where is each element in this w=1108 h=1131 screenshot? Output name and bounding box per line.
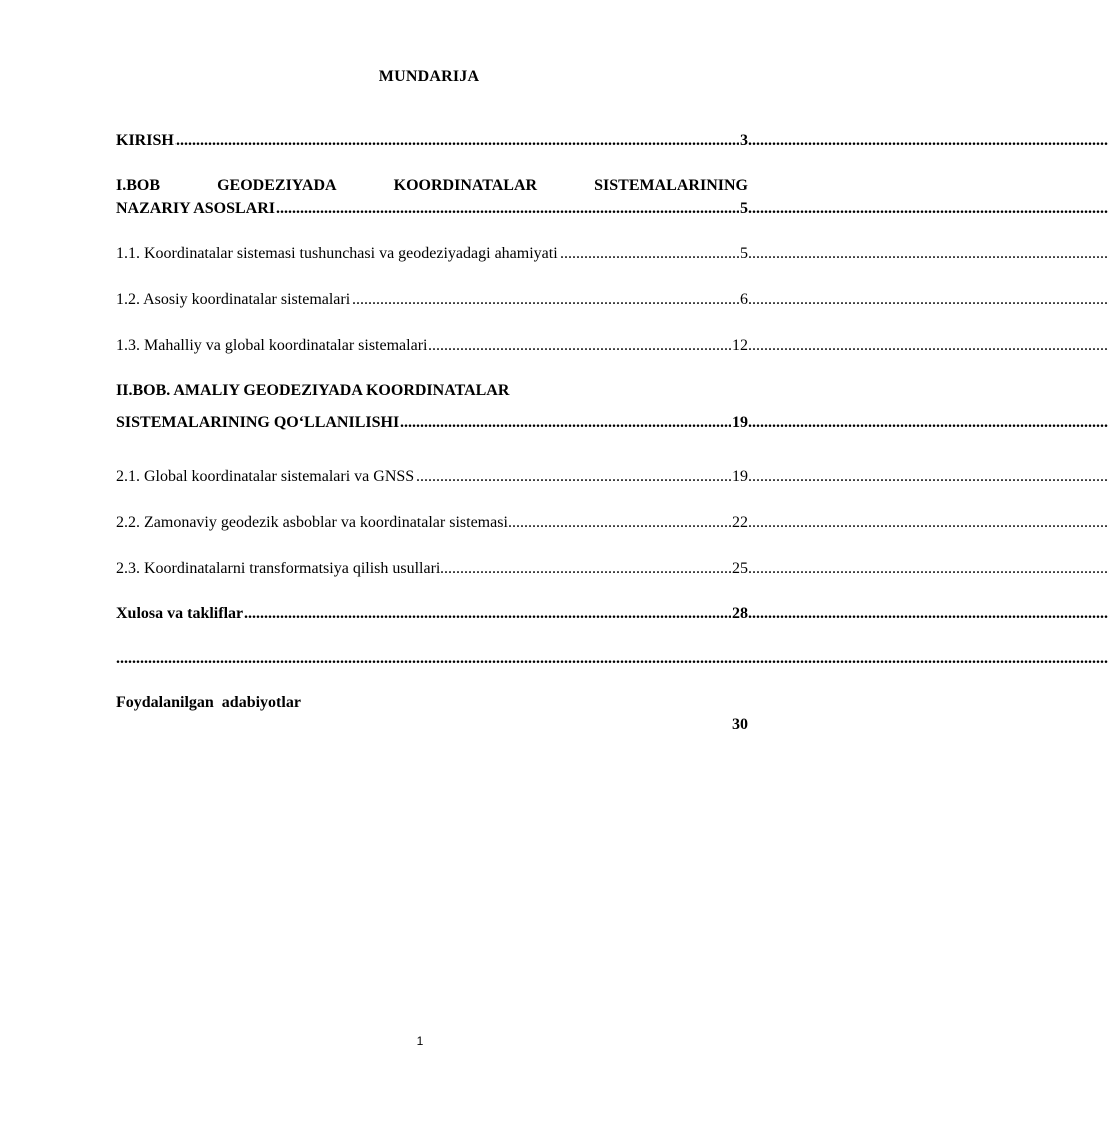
toc-entry-page: 28 <box>731 603 748 625</box>
toc-entry-2-3[interactable] <box>116 558 748 580</box>
toc-entry-label: 1.2. Asosiy koordinatalar sistemalari <box>116 289 351 311</box>
toc-entry-bob2-heading[interactable]: II.BOB. AMALIY GEODEZIYADA KOORDINATALAR <box>116 382 510 399</box>
toc-entry-label: KIRISH <box>116 130 175 152</box>
toc-entry-kirish[interactable] <box>116 130 748 152</box>
toc-entry-page: 6 <box>739 289 748 311</box>
toc-word: GEODEZIYADA <box>217 177 337 194</box>
page-title: MUNDARIJA <box>378 68 480 85</box>
dot-leader <box>116 130 748 152</box>
toc-word: SISTEMALARINING <box>594 177 748 194</box>
toc-entry-page: 5 <box>739 243 748 265</box>
toc-word: I.BOB <box>116 177 161 194</box>
toc-entry-2-1[interactable] <box>116 466 748 488</box>
toc-entry-bob1-heading[interactable] <box>116 175 748 197</box>
toc-entry-foydalanilgan[interactable] <box>116 648 748 733</box>
toc-entry-page: 12 <box>731 335 748 357</box>
toc-entry-label: Xulosa va takliflar <box>116 603 244 625</box>
toc-entry-1-1[interactable] <box>116 243 748 265</box>
toc-entry-label: 2.2. Zamonaviy geodezik asboblar va koordinatalar sistemasi <box>116 512 509 534</box>
toc-entry-2-2[interactable] <box>116 512 748 534</box>
toc-entry-page: 22 <box>731 512 748 534</box>
toc-entry-bob2[interactable] <box>116 412 748 434</box>
toc-entry-bob1[interactable] <box>116 198 748 220</box>
toc-entry-label: 2.1. Global koordinatalar sistemalari va GNSS <box>116 466 415 488</box>
toc-word: KOORDINATALAR <box>393 177 538 194</box>
toc-entry-label: SISTEMALARINING QO‘LLANILISHI <box>116 412 400 434</box>
toc-entry-page: 19 <box>731 466 748 488</box>
toc-entry-label: 2.3. Koordinatalarni transformatsiya qilish usullari <box>116 558 441 580</box>
toc-entry-label: Foydalanilgan adabiyotlar <box>116 692 302 714</box>
toc-entry-label: 1.3. Mahalliy va global koordinatalar sistemalari <box>116 335 428 357</box>
toc-entry-xulosa[interactable] <box>116 603 748 625</box>
toc-entry-1-2[interactable] <box>116 289 748 311</box>
dot-leader <box>116 648 748 670</box>
toc-entry-label: 1.1. Koordinatalar sistemasi tushunchasi va geodeziyadagi ahamiyati <box>116 243 559 265</box>
toc-entry-page: 3 <box>739 130 748 152</box>
toc-entry-page: 30 <box>731 714 748 736</box>
page-number: 1 <box>416 1034 424 1048</box>
toc-entry-label: NAZARIY ASOSLARI <box>116 198 276 220</box>
toc-entry-page: 5 <box>739 198 748 220</box>
toc-entry-page: 25 <box>731 558 748 580</box>
toc-entry-page: 19 <box>731 412 748 434</box>
toc-entry-1-3[interactable] <box>116 335 748 357</box>
